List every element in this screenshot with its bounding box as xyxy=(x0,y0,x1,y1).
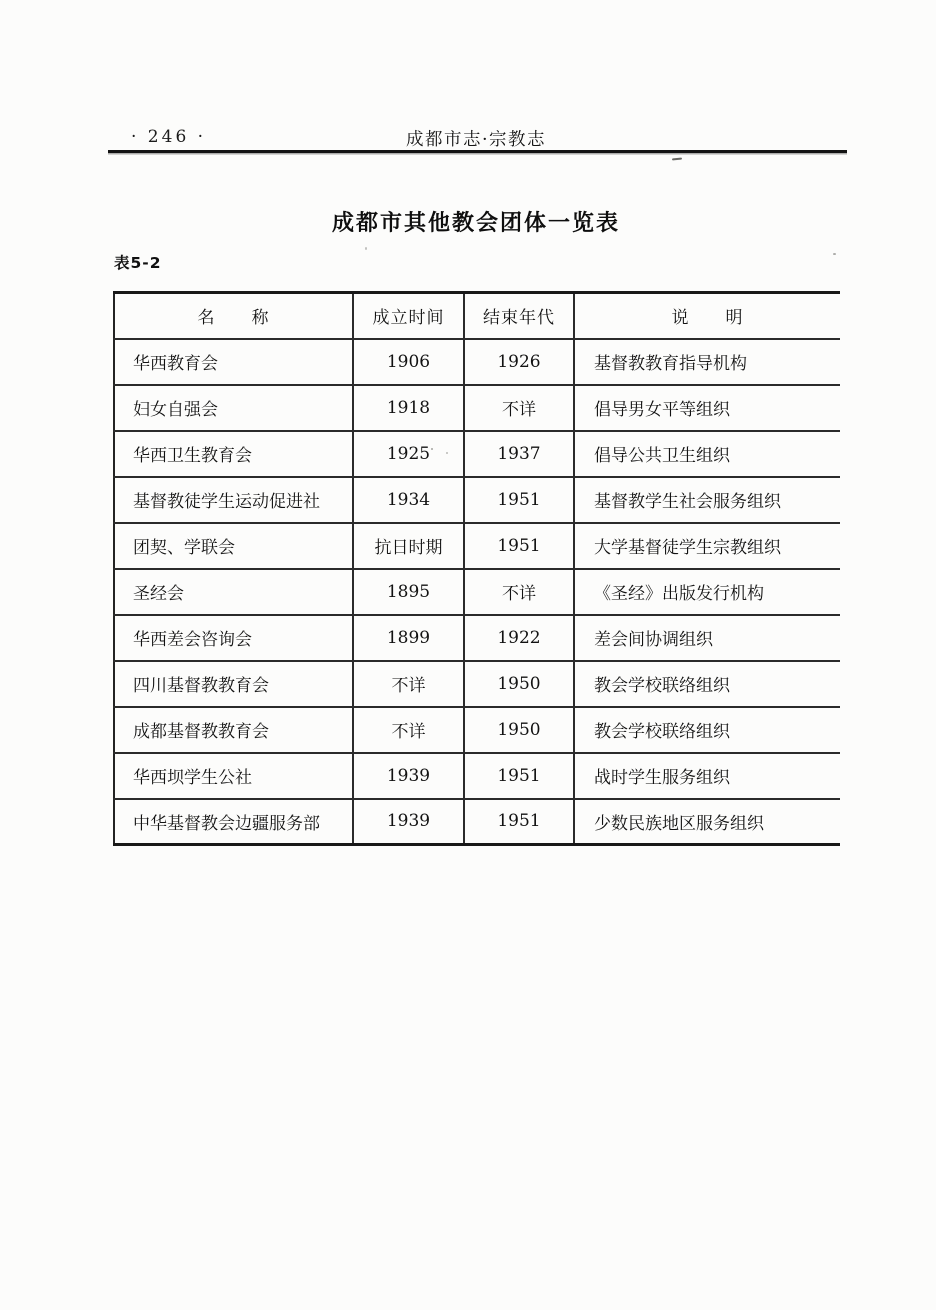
table-row xyxy=(114,661,840,707)
table-cell: 1950 xyxy=(464,707,574,753)
page-number: · 246 · xyxy=(131,127,207,147)
table-row xyxy=(114,477,840,523)
table-cell: 基督教学生社会服务组织 xyxy=(574,477,840,523)
table-number-label: 表5-2 xyxy=(114,254,162,272)
column-header: 结束年代 xyxy=(464,293,574,339)
table-row xyxy=(114,431,840,477)
table-cell: 华西差会咨询会 xyxy=(114,615,353,661)
table-cell: 大学基督徒学生宗教组织 xyxy=(574,523,840,569)
table-row xyxy=(114,799,840,845)
column-header: 说 明 xyxy=(671,308,744,329)
table-cell: 1950 xyxy=(464,661,574,707)
table-cell: 不详 xyxy=(464,385,574,431)
table-cell: 1899 xyxy=(353,615,464,661)
table-cell: 抗日时期 xyxy=(353,523,464,569)
table-cell: 不详 xyxy=(464,569,574,615)
table-cell: 1951 xyxy=(464,753,574,799)
table-cell: 1925 xyxy=(353,431,464,477)
table-cell: 圣经会 xyxy=(114,569,353,615)
table-cell: 华西坝学生公社 xyxy=(114,753,353,799)
table-cell: 基督教教育指导机构 xyxy=(574,339,840,385)
table-cell: 1918 xyxy=(353,385,464,431)
table-cell: 1937 xyxy=(464,431,574,477)
column-header: 成立时间 xyxy=(353,293,464,339)
table-cell: 中华基督教会边疆服务部 xyxy=(114,799,353,845)
table-cell: 1906 xyxy=(353,339,464,385)
table-cell: 少数民族地区服务组织 xyxy=(574,799,840,845)
table-cell: 不详 xyxy=(353,661,464,707)
table-row xyxy=(114,707,840,753)
table-cell: 1922 xyxy=(464,615,574,661)
table-cell: 华西教育会 xyxy=(114,339,353,385)
table-cell: 教会学校联络组织 xyxy=(574,707,840,753)
table-cell: 妇女自强会 xyxy=(114,385,353,431)
church-groups-table xyxy=(113,291,840,846)
table-cell: 1951 xyxy=(464,523,574,569)
table-cell: 1895 xyxy=(353,569,464,615)
table-cell: 不详 xyxy=(353,707,464,753)
table-row xyxy=(114,339,840,385)
table-cell: 团契、学联会 xyxy=(114,523,353,569)
table-row xyxy=(114,569,840,615)
table-cell: 教会学校联络组织 xyxy=(574,661,840,707)
header-rule xyxy=(108,150,847,153)
table-cell: 1951 xyxy=(464,477,574,523)
scan-speckle xyxy=(431,448,433,450)
table-cell: 1939 xyxy=(353,753,464,799)
table-cell: 差会间协调组织 xyxy=(574,615,840,661)
table-cell: 1926 xyxy=(464,339,574,385)
table-title: 成都市其他教会团体一览表 xyxy=(331,211,620,236)
table-cell: 1934 xyxy=(353,477,464,523)
table-cell: 《圣经》出版发行机构 xyxy=(574,569,840,615)
scan-speckle xyxy=(446,452,448,454)
table-row xyxy=(114,615,840,661)
table-cell: 成都基督教教育会 xyxy=(114,707,353,753)
table-body xyxy=(114,339,840,845)
scan-speckle xyxy=(672,157,682,160)
scan-speckle xyxy=(833,253,836,255)
table-cell: 四川基督教教育会 xyxy=(114,661,353,707)
scan-speckle xyxy=(365,247,367,250)
table-row xyxy=(114,753,840,799)
running-head-title: 成都市志·宗教志 xyxy=(405,130,547,150)
table-cell: 基督教徒学生运动促进社 xyxy=(114,477,353,523)
table-header-row xyxy=(114,293,840,339)
table-cell: 倡导公共卫生组织 xyxy=(574,431,840,477)
table-row xyxy=(114,385,840,431)
table-cell: 倡导男女平等组织 xyxy=(574,385,840,431)
table-cell: 1939 xyxy=(353,799,464,845)
table-cell: 华西卫生教育会 xyxy=(114,431,353,477)
table-row xyxy=(114,523,840,569)
column-header: 名 称 xyxy=(114,293,353,339)
table-cell: 战时学生服务组织 xyxy=(574,753,840,799)
table-cell: 1951 xyxy=(464,799,574,845)
